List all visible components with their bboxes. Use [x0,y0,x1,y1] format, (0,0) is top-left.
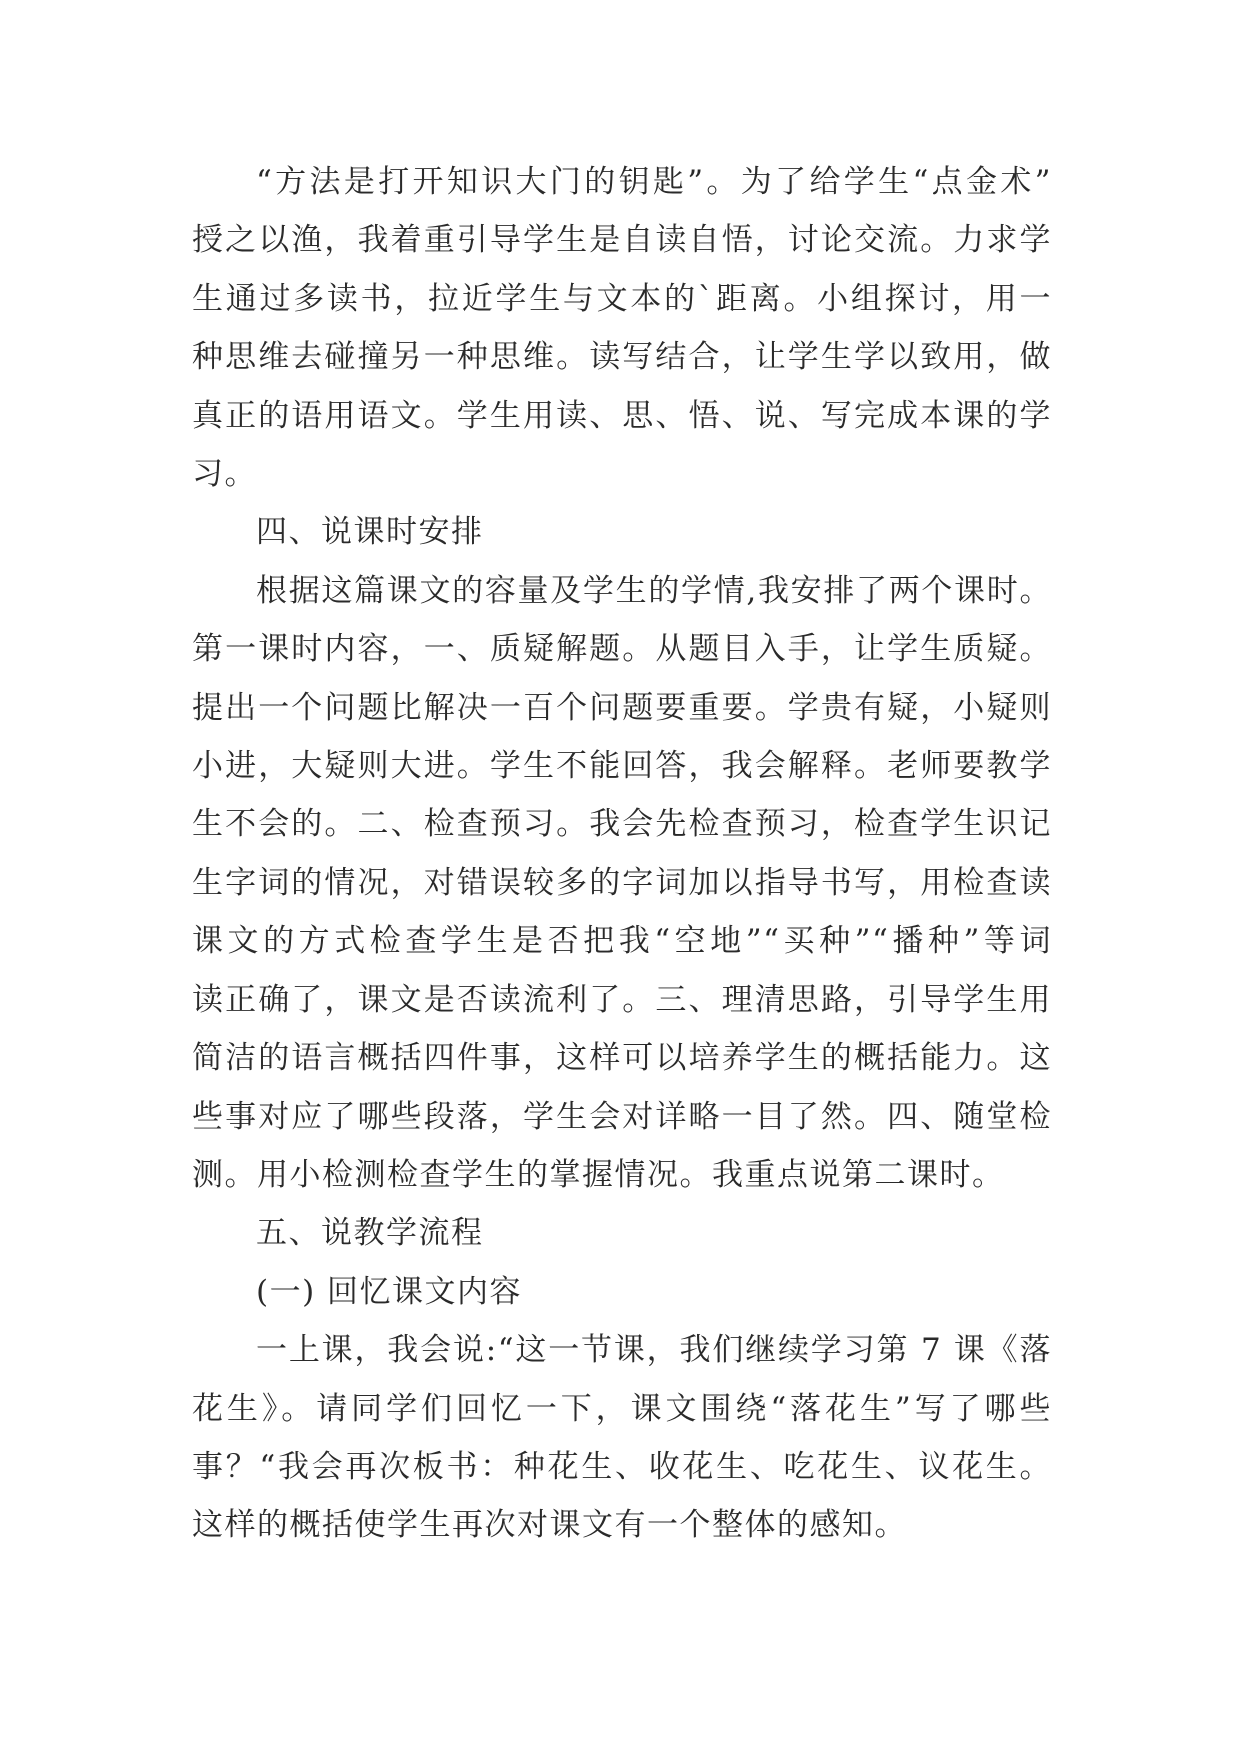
text-line: 根据这篇课文的容量及学生的学情,我安排了两个课时。 [256,572,1052,609]
text-line: 花生》。请同学们回忆一下，课文围绕“落花生”写了哪些 [192,1390,1052,1427]
text-line: “方法是打开知识大门的钥匙”。为了给学生“点金术” [256,164,1052,200]
text-line: 简洁的语言概括四件事，这样可以培养学生的概括能力。这 [192,1040,1052,1077]
heading-section-4 [192,503,1052,561]
text-line: 习。 [192,456,257,493]
text-line: 一上课，我会说:“这一节课，我们继续学习第 7 课《落 [256,1332,1052,1369]
text-line: 课文的方式检查学生是否把我“空地”“买种”“播种”等词 [192,923,1052,960]
para-method [192,153,1052,503]
document-body [192,153,1052,1555]
text-line: 种思维去碰撞另一种思维。读写结合，让学生学以致用，做 [192,339,1052,376]
para-schedule [192,562,1052,1204]
heading-section-5 [192,1204,1052,1262]
subheading-recall [192,1263,1052,1321]
text-line: 事？“我会再次板书：种花生、收花生、吃花生、议花生。 [192,1448,1052,1485]
text-line: 读正确了，课文是否读流利了。三、理清思路，引导学生用 [192,981,1052,1018]
text-line: 授之以渔，我着重引导学生是自读自悟，讨论交流。力求学 [192,222,1052,259]
text-line: (一) 回忆课文内容 [256,1273,523,1310]
text-line: 五、说教学流程 [256,1215,484,1252]
para-recall [192,1321,1052,1555]
text-line: 第一课时内容，一、质疑解题。从题目入手，让学生质疑。 [192,631,1052,668]
text-line: 这样的概括使学生再次对课文有一个整体的感知。 [192,1507,907,1544]
text-line: 真正的语用语文。学生用读、思、悟、说、写完成本课的学 [192,397,1052,434]
text-line: 提出一个问题比解决一百个问题要重要。学贵有疑，小疑则 [192,689,1052,726]
text-line: 生不会的。二、检查预习。我会先检查预习，检查学生识记 [192,806,1052,843]
text-line: 些事对应了哪些段落，学生会对详略一目了然。四、随堂检 [192,1098,1052,1135]
text-line: 四、说课时安排 [256,514,484,551]
text-line: 小进，大疑则大进。学生不能回答，我会解释。老师要教学 [192,748,1052,785]
text-line: 生通过多读书，拉近学生与文本的`距离。小组探讨，用一 [192,280,1052,317]
text-line: 生字词的情况，对错误较多的字词加以指导书写，用检查读 [192,864,1052,901]
text-line: 测。用小检测检查学生的掌握情况。我重点说第二课时。 [192,1156,1005,1193]
